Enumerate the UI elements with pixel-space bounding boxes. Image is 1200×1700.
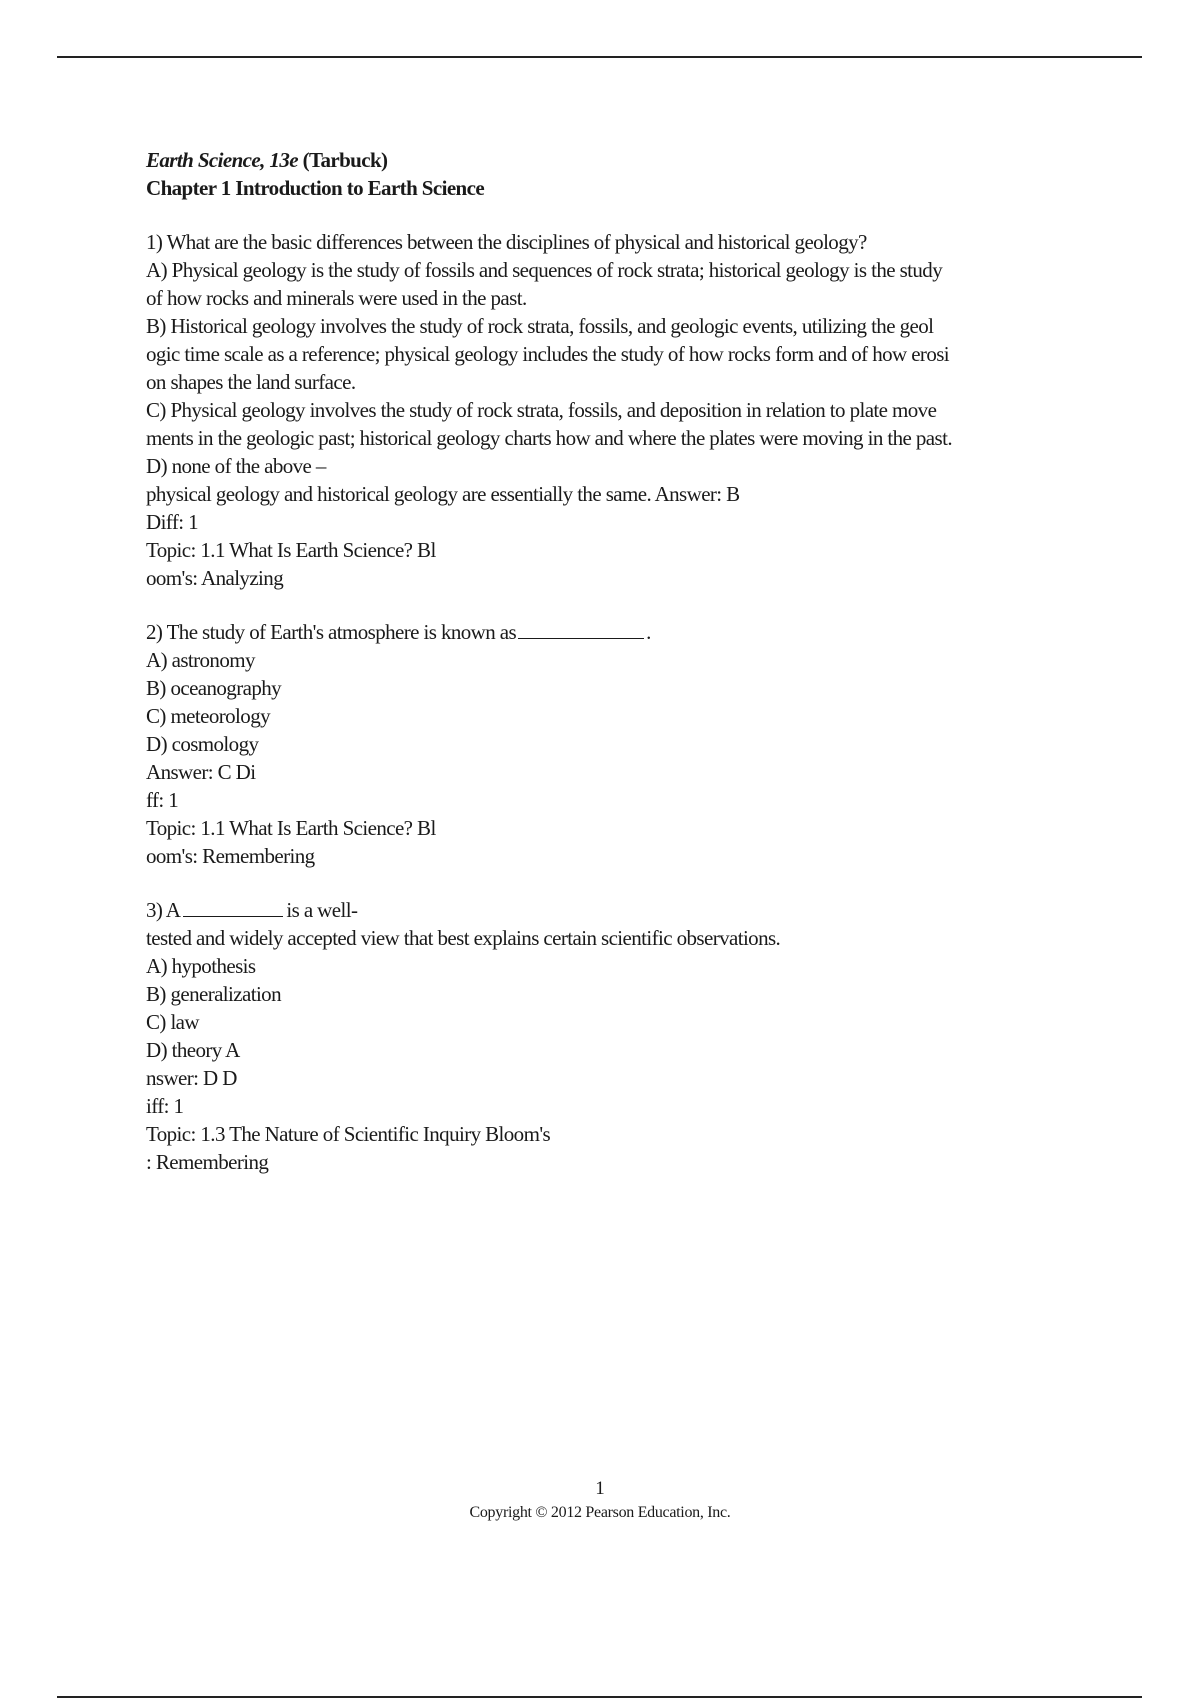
question-1 <box>146 228 1086 592</box>
question-stem <box>146 618 1086 646</box>
question-line: iff: 1 <box>146 1094 184 1118</box>
question-line: A) astronomy <box>146 648 255 672</box>
stem-text: 2) The study of Earth's atmosphere is known as <box>146 620 517 644</box>
question-line: Answer: C Di <box>146 760 256 784</box>
stem-text: is a well- <box>286 898 358 922</box>
question-line: C) law <box>146 1010 199 1034</box>
question-line: C) meteorology <box>146 704 270 728</box>
question-3 <box>146 896 1086 1176</box>
question-line: D) theory A <box>146 1038 240 1062</box>
question-line: tested and widely accepted view that best explains certain scientific observations. <box>146 926 781 950</box>
question-line: on shapes the land surface. <box>146 370 356 394</box>
book-title: Earth Science, 13e <box>146 148 298 172</box>
document-body <box>146 146 1086 1176</box>
question-line: A) hypothesis <box>146 954 256 978</box>
question-line: of how rocks and minerals were used in the past. <box>146 286 527 310</box>
top-rule <box>57 56 1142 58</box>
question-line: B) oceanography <box>146 676 282 700</box>
question-line: ff: 1 <box>146 788 179 812</box>
question-line: C) Physical geology involves the study of rock strata, fossils, and deposition in relation to plate move <box>146 398 937 422</box>
question-line: Topic: 1.1 What Is Earth Science? Bl <box>146 816 436 840</box>
question-line: oom's: Analyzing <box>146 566 284 590</box>
page-number: 1 <box>595 1478 605 1499</box>
question-line: B) Historical geology involves the study of rock strata, fossils, and geologic events, utilizing the geol <box>146 314 934 338</box>
answer-blank <box>183 896 283 917</box>
book-author: (Tarbuck) <box>297 148 388 172</box>
question-line: oom's: Remembering <box>146 844 315 868</box>
chapter-heading: Chapter 1 Introduction to Earth Science <box>146 176 485 200</box>
question-line: Topic: 1.3 The Nature of Scientific Inquiry Bloom's <box>146 1122 551 1146</box>
question-line: D) cosmology <box>146 732 259 756</box>
question-stem <box>146 896 1086 924</box>
stem-text: . <box>646 620 651 644</box>
stem-text: 3) A <box>146 898 181 922</box>
answer-blank <box>518 618 644 639</box>
question-line: : Remembering <box>146 1150 269 1174</box>
question-line: Topic: 1.1 What Is Earth Science? Bl <box>146 538 436 562</box>
bottom-rule <box>57 1696 1142 1698</box>
book-heading <box>146 146 1086 174</box>
question-line: physical geology and historical geology are essentially the same. Answer: B <box>146 482 740 506</box>
question-line: Diff: 1 <box>146 510 198 534</box>
question-line: A) Physical geology is the study of fossils and sequences of rock strata; historical geology is the study <box>146 258 943 282</box>
copyright-notice: Copyright © 2012 Pearson Education, Inc. <box>469 1504 731 1521</box>
question-line: ogic time scale as a reference; physical geology includes the study of how rocks form and of how erosi <box>146 342 950 366</box>
question-line: ments in the geologic past; historical geology charts how and where the plates were moving in the past. <box>146 426 952 450</box>
question-2 <box>146 618 1086 870</box>
question-line: nswer: D D <box>146 1066 237 1090</box>
question-line: B) generalization <box>146 982 281 1006</box>
question-line: 1) What are the basic differences between the disciplines of physical and historical geology? <box>146 230 867 254</box>
question-line: D) none of the above – <box>146 454 326 478</box>
